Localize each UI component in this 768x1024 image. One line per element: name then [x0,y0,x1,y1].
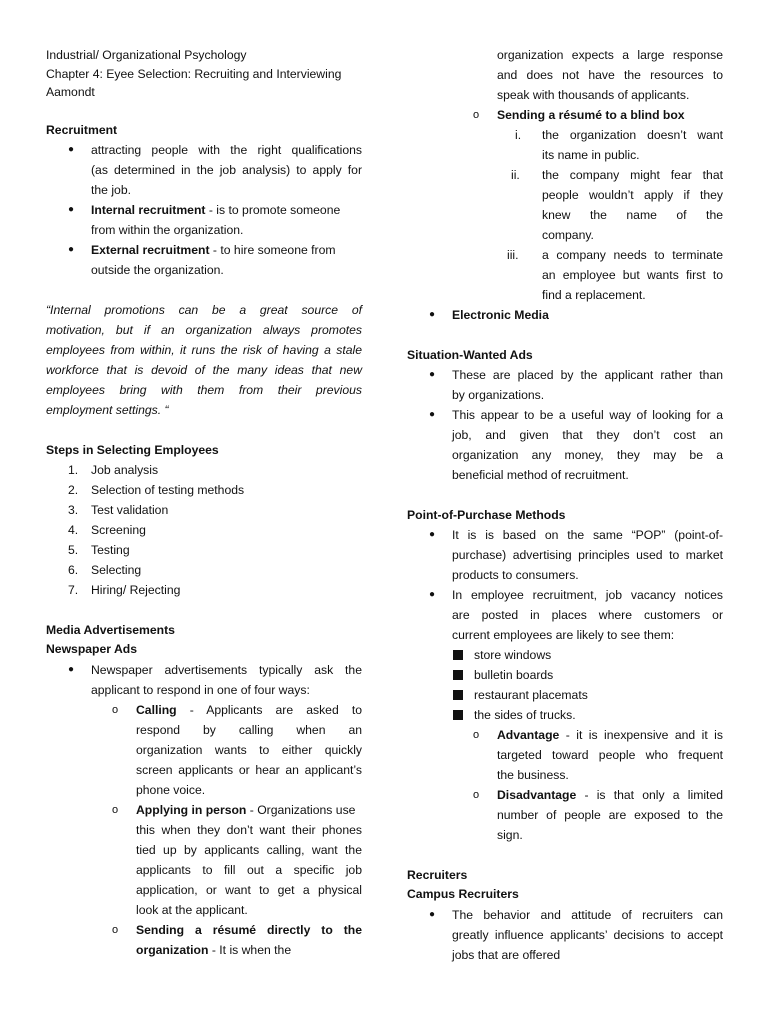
step-item: Screening [91,523,146,537]
step-item: Hiring/ Rejecting [91,583,181,597]
external-recruitment-text: - to hire someone from [209,243,336,257]
pop-place-item: the sides of trucks. [474,708,576,722]
bullet-icon: ● [429,309,436,320]
roman-numeral: ii. [511,168,520,182]
step-number: 2. [68,483,79,497]
step-item: Selection of testing methods [91,483,245,497]
recruiters-line: The behavior and attitude of recruiters can [452,908,723,922]
bullet-icon: ● [68,144,75,155]
direct-resume-line: speak with thousands of applicants. [497,88,690,102]
pop-line: In employee recruitment, job vacancy notices [452,588,723,602]
internal-recruitment-term: Internal recruitment [91,203,206,217]
recruitment-heading: Recruitment [46,123,118,137]
pop-place-item: restaurant placemats [474,688,588,702]
step-item: Selecting [91,563,142,577]
blind-reason-line: people wouldn’t apply if they [542,188,723,202]
blind-reason-line: an employee but wants first to [542,268,723,282]
bullet-icon: ● [429,909,436,920]
disadvantage-text: - is that only a limited [576,788,723,802]
external-recruitment-line: outside the organization. [91,263,224,277]
calling-line [136,702,362,718]
direct-resume-line: and does not have the resources to [497,68,723,82]
quote-line: “Internal promotions can be a great source of [46,303,362,317]
step-number: 4. [68,523,79,537]
situation-line: by organizations. [452,388,545,402]
bullet-icon: ● [429,409,436,420]
blind-reason-line: the organization doesn’t want [542,128,723,142]
header-author: Aamondt [46,85,95,99]
blind-box-heading: Sending a résumé to a blind box [497,108,685,122]
in-person-text: - Organizations use [246,803,356,817]
disadvantage-line: sign. [497,828,523,842]
header-chapter: Chapter 4: Eyee Selection: Recruiting and Interviewing [46,67,342,81]
quote-line: employees from within, it runs the risk of having a stale [46,343,362,357]
internal-recruitment-text: - is to promote someone [205,203,341,217]
step-number: 5. [68,543,79,557]
calling-text: - Applicants are asked to [176,703,362,717]
calling-line: organization wants to either quickly [136,743,362,757]
advantage-term: Advantage [497,728,560,742]
step-item: Job analysis [91,463,159,477]
pop-place-item: store windows [474,648,552,662]
in-person-line: applicants to fill out a specific job [136,863,362,877]
blind-reason-line: its name in public. [542,148,640,162]
newspaper-intro-line: applicant to respond in one of four ways: [91,683,310,697]
direct-resume-term: Sending a résumé directly to the [136,923,362,937]
advantage-text: - it is inexpensive and it is [559,728,723,742]
situation-line: These are placed by the applicant rather than [452,368,723,382]
bullet-icon: ● [68,204,75,215]
quote-line: workforce that is devoid of the many ideas that new [46,363,362,377]
circle-bullet-icon: o [473,729,480,741]
bullet-icon: ● [429,589,436,600]
advantage-line: the business. [497,768,569,782]
pop-line: purchase) advertising principles used to market [452,548,723,562]
pop-line: products to consumers. [452,568,579,582]
in-person-line [136,802,362,818]
situation-line: beneficial method of recruitment. [452,468,629,482]
square-bullet-icon [453,670,463,680]
pop-heading: Point-of-Purchase Methods [407,508,566,522]
situation-line: organization any money, they may be a [452,448,723,462]
circle-bullet-icon: o [112,704,119,716]
recruiters-line: jobs that are offered [452,948,561,962]
step-item: Test validation [91,503,169,517]
step-number: 6. [68,563,79,577]
square-bullet-icon [453,690,463,700]
pop-line: are posted in places where customers or [452,608,723,622]
header-course: Industrial/ Organizational Psychology [46,48,247,62]
disadvantage-term: Disadvantage [497,788,577,802]
blind-reason-line: a company needs to terminate [542,248,723,262]
direct-resume-line [136,942,362,958]
step-number: 1. [68,463,79,477]
recruitment-def-line: the job. [91,183,131,197]
situation-line: job, and given that they don’t cost an [452,428,723,442]
recruiters-heading: Recruiters [407,868,468,882]
recruitment-def-line: attracting people with the right qualifications [91,143,362,157]
in-person-term: Applying in person [136,803,247,817]
direct-resume-text: - It is when the [208,943,292,957]
direct-resume-term: organization [136,943,209,957]
circle-bullet-icon: o [473,109,480,121]
bullet-icon: ● [68,664,75,675]
disadvantage-line [497,787,723,803]
calling-line: screen applicants or hear an applicant’s [136,763,362,777]
bullet-icon: ● [429,369,436,380]
square-bullet-icon [453,710,463,720]
blind-reason-line: find a replacement. [542,288,646,302]
pop-line: It is is based on the same “POP” (point-of- [452,528,723,542]
electronic-media-item: Electronic Media [452,308,549,322]
circle-bullet-icon: o [112,804,119,816]
square-bullet-icon [453,650,463,660]
external-recruitment-term: External recruitment [91,243,210,257]
direct-resume-line: organization expects a large response [497,48,723,62]
campus-recruiters-heading: Campus Recruiters [407,887,519,901]
in-person-line: look at the applicant. [136,903,248,917]
step-number: 3. [68,503,79,517]
internal-recruitment-line: from within the organization. [91,223,244,237]
external-recruitment-line [91,242,362,258]
pop-place-item: bulletin boards [474,668,554,682]
situation-heading: Situation-Wanted Ads [407,348,533,362]
newspaper-intro-line: Newspaper advertisements typically ask the [91,663,362,677]
calling-term: Calling [136,703,177,717]
quote-line: employment settings. “ [46,403,169,417]
bullet-icon: ● [68,244,75,255]
step-item: Testing [91,543,130,557]
in-person-line: application, or want to get a physical [136,883,362,897]
quote-line: employees bring with them from their previous [46,383,362,397]
in-person-line: tied up by applicants calling, want the [136,843,362,857]
recruitment-def-line: (as determined in the job analysis) to apply for [91,163,362,177]
steps-heading: Steps in Selecting Employees [46,443,219,457]
disadvantage-line: number of people are exposed to the [497,808,723,822]
media-heading: Media Advertisements [46,623,175,637]
step-number: 7. [68,583,79,597]
blind-reason-line: knew the name of the [542,208,723,222]
advantage-line [497,727,723,743]
circle-bullet-icon: o [112,924,119,936]
circle-bullet-icon: o [473,789,480,801]
in-person-line: this when they don’t want their phones [136,823,362,837]
calling-line: respond by calling when an [136,723,362,737]
internal-recruitment-line [91,202,362,218]
bullet-icon: ● [429,529,436,540]
advantage-line: targeted toward people who frequent [497,748,723,762]
situation-line: This appear to be a useful way of looking for a [452,408,723,422]
pop-line: current employees are likely to see them: [452,628,675,642]
roman-numeral: i. [515,128,522,142]
calling-line: phone voice. [136,783,206,797]
recruiters-line: greatly influence applicants’ decisions to accept [452,928,723,942]
blind-reason-line: company. [542,228,594,242]
quote-line: motivation, but if an organization always promotes [46,323,362,337]
roman-numeral: iii. [507,248,519,262]
blind-reason-line: the company might fear that [542,168,723,182]
newspaper-heading: Newspaper Ads [46,642,137,656]
